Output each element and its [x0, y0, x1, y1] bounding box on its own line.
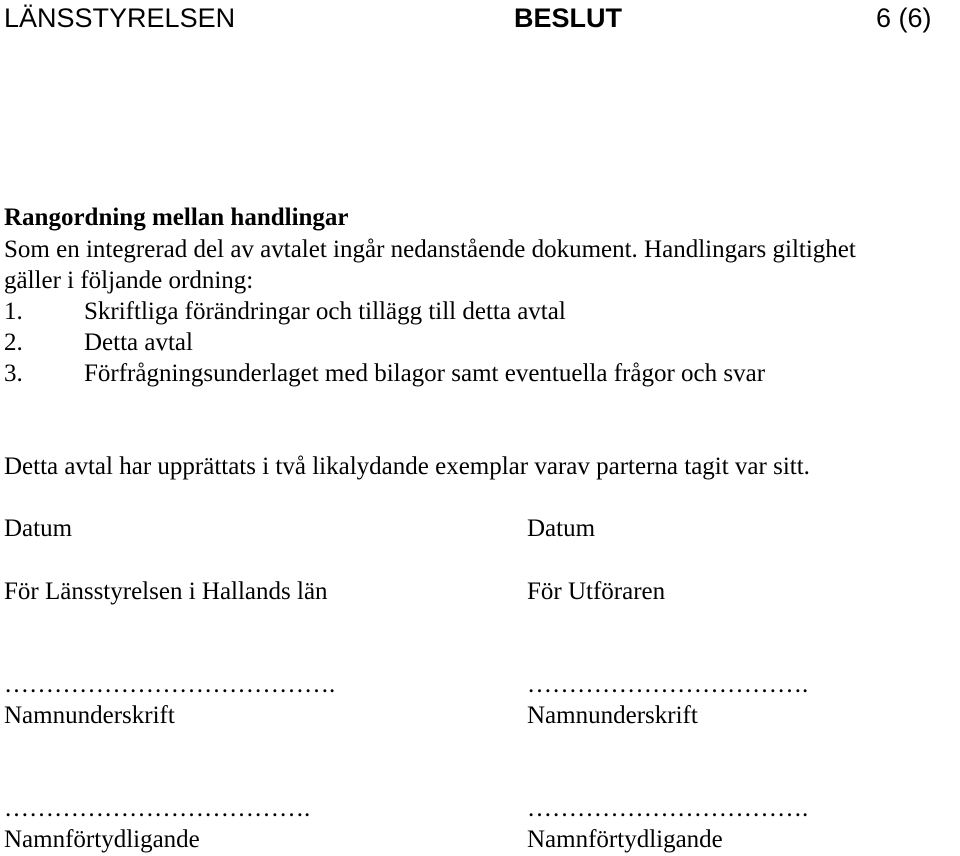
list-item: [4, 297, 566, 327]
intro-line-1: Som en integrerad del av avtalet ingår nedanstående dokument. Handlingars giltighet: [4, 236, 856, 263]
list-item: [4, 359, 765, 389]
list-item-number: 3.: [4, 360, 23, 387]
list-item-number: 2.: [4, 329, 23, 356]
intro-line-2: gäller i följande ordning:: [4, 267, 254, 294]
name-line-right: …………………………….: [527, 795, 809, 822]
date-label-left: Datum: [4, 515, 73, 542]
signature-label-left: Namnunderskrift: [4, 702, 175, 729]
date-label-right: Datum: [527, 515, 596, 542]
copies-statement: Detta avtal har upprättats i två likalydande exemplar varav parterna tagit var sitt.: [4, 453, 810, 480]
party-left: För Länsstyrelsen i Hallands län: [4, 578, 328, 605]
signature-line-right: …………………………….: [527, 671, 809, 698]
signature-label-right: Namnunderskrift: [527, 702, 698, 729]
name-line-left: ……………………………….: [4, 795, 311, 822]
party-right: För Utföraren: [527, 578, 666, 605]
list-item-number: 1.: [4, 298, 23, 325]
page-number: 6 (6): [876, 3, 932, 33]
list-item-text: Skriftliga förändringar och tillägg till detta avtal: [84, 298, 566, 325]
document-type: BESLUT: [514, 3, 622, 33]
list-item-text: Detta avtal: [84, 329, 193, 356]
section-heading: Rangordning mellan handlingar: [4, 204, 349, 231]
list-item-text: Förfrågningsunderlaget med bilagor samt eventuella frågor och svar: [84, 360, 766, 387]
list-item: [4, 328, 193, 358]
signature-line-left: ………………………………….: [4, 671, 336, 698]
name-label-right: Namnförtydligande: [527, 826, 723, 853]
name-label-left: Namnförtydligande: [4, 826, 200, 853]
org-name: LÄNSSTYRELSEN: [4, 3, 236, 33]
